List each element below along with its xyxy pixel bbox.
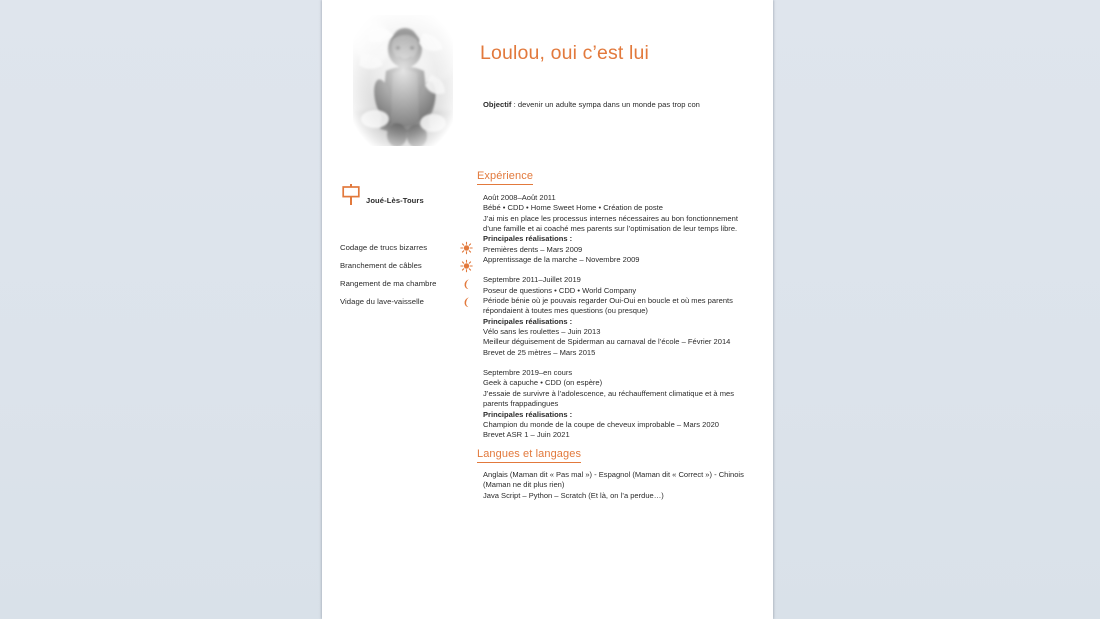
languages-body	[477, 470, 749, 501]
profile-photo-image	[353, 15, 453, 146]
job-achievement: Brevet de 25 mètres – Mars 2015	[483, 347, 596, 357]
job-achievements-label: Principales réalisations :	[483, 316, 573, 326]
objective-line	[483, 100, 700, 109]
profile-photo	[353, 15, 453, 146]
job-description: d’une famille et ai coaché mes parents sur l’optimisation de leur temps libre.	[483, 224, 738, 233]
section-heading-languages: Langues et langages	[477, 448, 581, 463]
objective-label: Objectif	[483, 100, 512, 109]
section-languages	[477, 444, 749, 501]
document-page	[322, 0, 773, 619]
job-description: parents frappadingues	[483, 399, 559, 409]
skill-item	[340, 257, 475, 275]
skill-item	[340, 293, 475, 311]
sun-icon	[460, 242, 473, 255]
location-block	[340, 182, 475, 210]
job-achievement: Premières dents – Mars 2009	[483, 244, 583, 254]
section-experience	[477, 166, 749, 441]
job-description: Période bénie où je pouvais regarder Oui-Oui en boucle et où mes parents	[483, 296, 733, 306]
job-achievement: Vélo sans les roulettes – Juin 2013	[483, 327, 601, 337]
job-achievement: Apprentissage de la marche – Novembre 2009	[483, 255, 640, 265]
moon-icon	[460, 278, 473, 291]
languages-line: Anglais (Maman dit « Pas mal ») - Espagnol (Maman dit « Correct ») - Chinois	[483, 469, 744, 479]
job-achievement: Meilleur déguisement de Spiderman au carnaval de l’école – Février 2014	[483, 337, 731, 347]
cv-left-column	[330, 0, 475, 619]
skill-item	[340, 275, 475, 293]
experience-item	[483, 368, 749, 440]
job-period: Septembre 2011–Juillet 2019	[483, 275, 581, 285]
page-title: Loulou, oui c’est lui	[480, 42, 650, 64]
job-achievements-label: Principales réalisations :	[483, 409, 573, 419]
skill-label: Codage de trucs bizarres	[340, 243, 428, 253]
experience-item	[483, 193, 749, 265]
languages-line: (Maman ne dit plus rien)	[483, 480, 565, 490]
job-meta: Bébé • CDD • Home Sweet Home • Création de poste	[483, 203, 663, 213]
skills-list	[340, 239, 475, 311]
job-period: Août 2008–Août 2011	[483, 192, 556, 202]
job-period: Septembre 2019–en cours	[483, 368, 573, 378]
moon-icon	[460, 296, 473, 309]
skill-label: Vidage du lave-vaisselle	[340, 297, 424, 307]
skill-item	[340, 239, 475, 257]
job-description: J’essaie de survivre à l’adolescence, au réchauffement climatique et à mes	[483, 388, 735, 398]
section-heading-experience: Expérience	[477, 170, 533, 185]
job-meta: Geek à capuche • CDD (on espère)	[483, 378, 603, 388]
experience-jobs	[477, 193, 749, 441]
job-achievement: Champion du monde de la coupe de cheveux improbable – Mars 2020	[483, 419, 719, 429]
experience-item	[483, 275, 749, 358]
job-meta: Poseur de questions • CDD • World Company	[483, 285, 637, 295]
job-description: J’ai mis en place les processus internes nécessaires au bon fonctionnement	[483, 213, 738, 223]
job-achievements-label: Principales réalisations :	[483, 234, 573, 244]
sun-icon	[460, 260, 473, 273]
signpost-icon	[340, 182, 362, 206]
skill-label: Rangement de ma chambre	[340, 279, 437, 289]
job-description: répondaient à toutes mes questions (ou presque)	[483, 306, 648, 316]
objective-text: : devenir un adulte sympa dans un monde pas trop con	[511, 100, 700, 109]
job-achievement: Brevet ASR 1 – Juin 2021	[483, 430, 570, 440]
location-label: Joué-Lès-Tours	[366, 196, 424, 205]
skill-label: Branchement de câbles	[340, 261, 422, 271]
languages-line: Java Script – Python – Scratch (Et là, on l’a perdue…)	[483, 490, 664, 500]
